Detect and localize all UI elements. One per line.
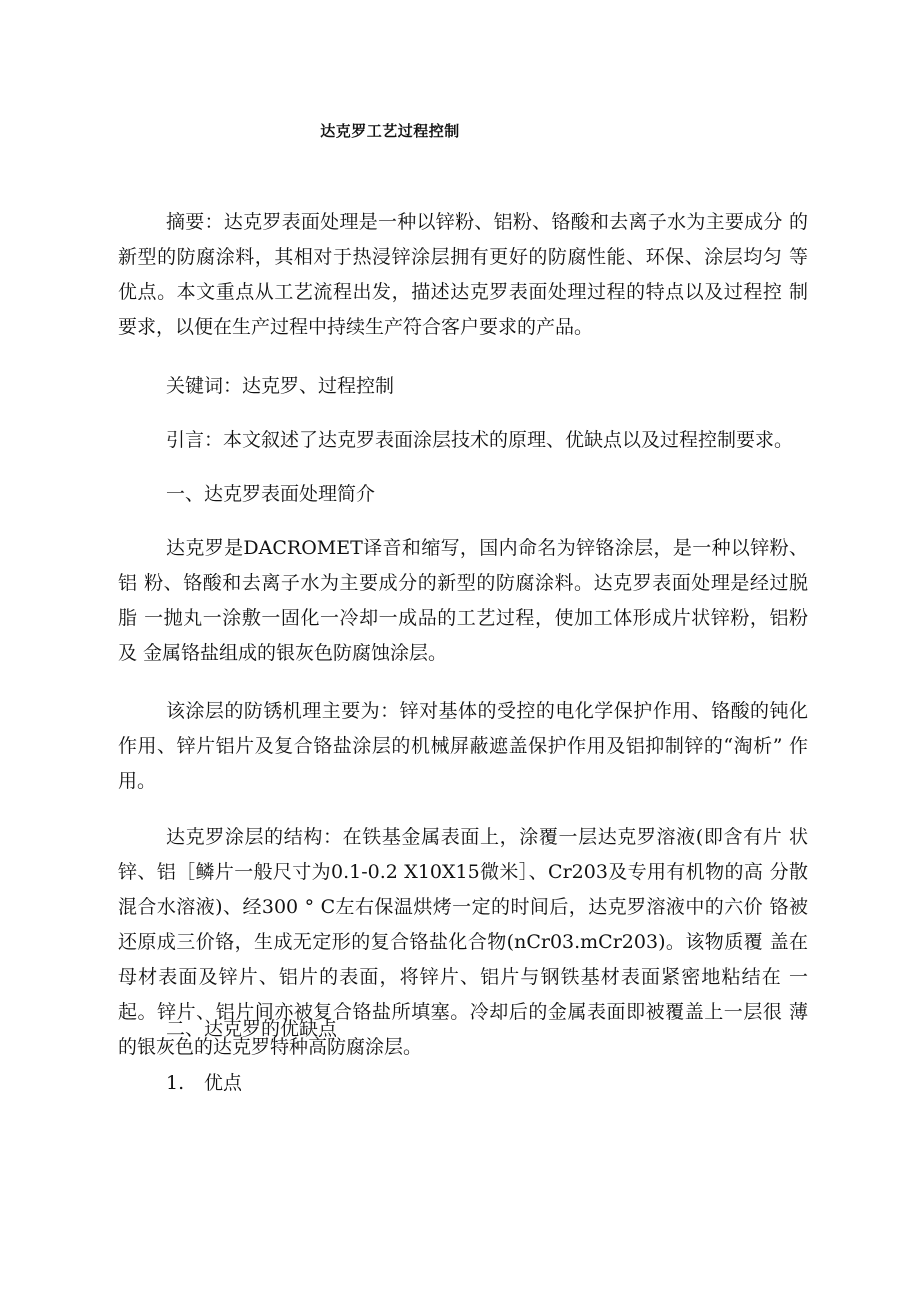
subsection-heading-1 — [166, 1066, 242, 1101]
keywords-line: 关键词：达克罗、过程控制 — [166, 375, 395, 397]
abstract-paragraph: 摘要：达克罗表面处理是一种以锌粉、铝粉、铬酸和去离子水为主要成分 的新型的防腐涂料，其相对于热浸锌涂层拥有更好的防腐性能、环保、涂层均匀 等优点。本文重点从工艺流程出发，描述达克罗表面处理过程的特点以及过程控 制要求，以便在生产过程中持续生产符合客户要求的产品。 — [118, 211, 808, 338]
section1-paragraph-1: 达克罗是DACROMET译音和缩写，国内命名为锌铬涂层，是一种以锌粉、铝 粉、铬酸和去离子水为主要成分的新型的防腐涂料。达克罗表面处理是经过脱脂 一抛丸一涂敷一固化一冷却一成品的工艺过程，使加工体形成片状锌粉，铝粉及 金属铬盐组成的银灰色防腐蚀涂层。 — [118, 537, 808, 664]
section-heading-2: 二、达克罗的优缺点 — [166, 1018, 338, 1040]
subsection-label: 优点 — [204, 1072, 243, 1094]
section-heading-1: 一、达克罗表面处理简介 — [166, 483, 376, 505]
subsection-number: 1. — [166, 1072, 185, 1094]
section1-paragraph-3: 达克罗涂层的结构：在铁基金属表面上，涂覆一层达克罗溶液(即含有片 状锌、铝［鳞片一般尺寸为0.1-0.2 X10X15微米］、Cr203及专用有机物的高 分散混合水溶液)、经300 ° C左右保温烘烤一定的时间后，达克罗溶液中的六价 铬被还原成三价铬，生成无定形的复合铬盐化合物(nCr03.mCr203)。该物质覆 盖在母材表面及锌片、铝片的表面，将锌片、铝片与钢铁基材表面紧密地粘结在 一起。锌片、铝片间亦被复合铬盐所填塞。冷却后的金属表面即被覆盖上一层很 薄的银灰色的达克罗特种高防腐涂层。 — [118, 826, 808, 1058]
intro-line: 引言：本文叙述了达克罗表面涂层技术的原理、优缺点以及过程控制要求。 — [166, 429, 794, 451]
section1-paragraph-2: 该涂层的防锈机理主要为：锌对基体的受控的电化学保护作用、铬酸的钝化 作用、锌片铝片及复合铬盐涂层的机械屏蔽遮盖保护作用及铝抑制锌的“淘析” 作用。 — [118, 700, 808, 792]
document-title: 达克罗工艺过程控制 — [320, 122, 460, 140]
